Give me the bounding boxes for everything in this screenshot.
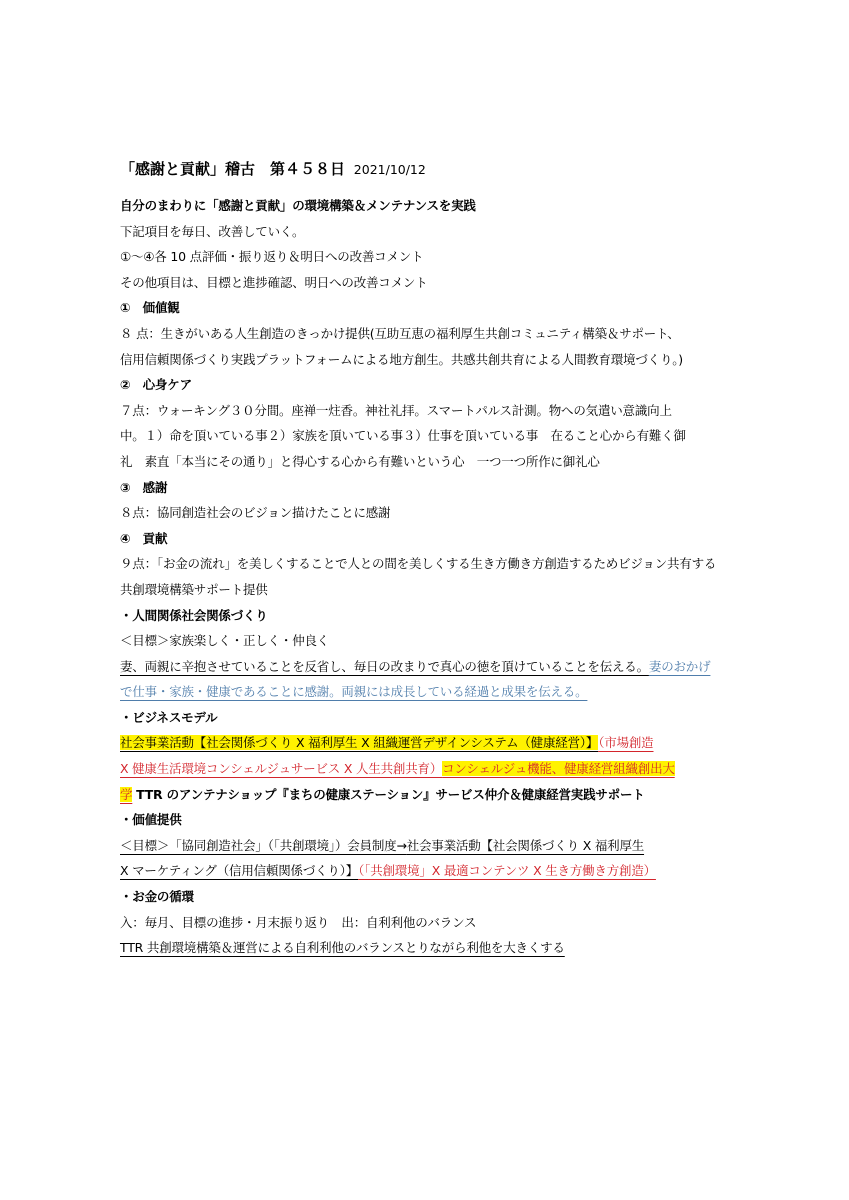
text-run: 礼 素直「本当にその通り」と得心する心から有難いという心 一つ一つ所作に御礼心 <box>120 453 600 469</box>
text-line <box>120 603 732 629</box>
document-lines <box>120 193 732 961</box>
text-line <box>120 730 732 756</box>
text-run: ・人間関係社会関係づくり <box>120 607 268 623</box>
document-body <box>120 158 732 961</box>
text-run: 妻、両親に辛抱させていることを反省し、毎日の改まりで真心の徳を頂けていることを伝える。 <box>120 658 649 674</box>
text-line <box>120 398 732 424</box>
text-run: ① 価値観 <box>120 300 180 316</box>
text-run: 共創環境構築サポート提供 <box>120 581 268 597</box>
text-line <box>120 449 732 475</box>
text-line <box>120 475 732 501</box>
text-run: 下記項目を毎日、改善していく。 <box>120 223 305 239</box>
text-run: ・価値提供 <box>120 812 182 828</box>
text-line <box>120 577 732 603</box>
text-run: ・お金の循環 <box>120 889 194 905</box>
text-run: ・ビジネスモデル <box>120 709 218 725</box>
text-line <box>120 551 732 577</box>
text-run: ８ 点：生きがいある人生創造のきっかけ提供(互助互恵の福利厚生共創コミュニティ構築＆サポート、 <box>120 325 680 341</box>
text-run: （市場創造 <box>598 735 654 751</box>
text-run: 中。１）命を頂いている事２）家族を頂いている事３）仕事を頂いている事 在ること心から有難く御 <box>120 428 686 444</box>
text-run: TTR 共創環境構築＆運営による自利利他のバランスとりながら利他を大きくする <box>120 940 565 956</box>
text-line <box>120 347 732 373</box>
text-line <box>120 654 732 680</box>
text-run: 信用信頼関係づくり実践プラットフォームによる地方創生。共感共創共育による人間教育環境づくり。) <box>120 351 683 367</box>
text-run: 社会事業活動【社会関係づくり X 福利厚生 <box>406 837 645 853</box>
text-run: コンシェルジュ機能、健康経営組織創出大 <box>442 761 675 777</box>
text-run: ② 心身ケア <box>120 377 192 393</box>
text-line <box>120 705 732 731</box>
text-run: X 健康生活環境コンシェルジュサービス X 人生共創共育） <box>120 761 443 777</box>
text-line <box>120 782 732 808</box>
text-run: 自分のまわりに「感謝と貢献」の環境構築＆メンテナンスを実践 <box>120 198 476 213</box>
text-line <box>120 858 732 884</box>
text-run: その他項目は、目標と進捗確認、明日への改善コメント <box>120 274 428 290</box>
text-run: ＜目標＞家族楽しく・正しく・仲良く <box>120 633 330 649</box>
document-title <box>120 158 732 179</box>
text-run: X マーケティング（信用信頼関係づくり）】 <box>120 863 359 879</box>
text-run: ７点：ウォーキング３０分間。座禅一炷香。神社礼拝。スマートパルス計測。物への気遣い意識向上 <box>120 402 672 418</box>
text-run: （「共創環境」X 最適コンテンツ X 生き方働き方創造） <box>358 863 656 879</box>
text-run: 社会事業活動【社会関係づくり X 福利厚生 X 組織運営デザインシステム（健康経営）】 <box>120 735 599 751</box>
text-run: ①～④各 10 点評価・振り返り＆明日への改善コメント <box>120 249 424 265</box>
text-line <box>120 910 732 936</box>
text-line <box>120 372 732 398</box>
text-run: ④ 貢献 <box>120 530 168 546</box>
text-run: 入：毎月、目標の進捗・月末振り返り 出：自利利他のバランス <box>120 914 477 930</box>
text-run: で仕事・家族・健康であることに感謝。両親には成長している経過と成果を伝える。 <box>120 684 588 700</box>
text-line <box>120 833 732 859</box>
text-line <box>120 500 732 526</box>
text-line <box>120 244 732 270</box>
text-line <box>120 270 732 296</box>
text-run: ８点：協同創造社会のビジョン描けたことに感謝 <box>120 505 391 521</box>
text-run: 妻のおかげ <box>648 658 711 674</box>
title-text: 「感謝と貢献」稽古 第４５８日 <box>120 160 346 178</box>
text-line <box>120 423 732 449</box>
text-run: ③ 感謝 <box>120 479 168 495</box>
text-line <box>120 295 732 321</box>
text-line <box>120 884 732 910</box>
title-date: 2021/10/12 <box>353 162 426 177</box>
text-line <box>120 628 732 654</box>
text-run: 学 <box>120 786 133 802</box>
text-line <box>120 935 732 961</box>
text-line <box>120 219 732 245</box>
text-line <box>120 756 732 782</box>
text-line <box>120 679 732 705</box>
text-line <box>120 807 732 833</box>
text-run: TTR のアンテナショップ『まちの健康ステーション』サービス仲介＆健康経営実践サポート <box>136 786 645 802</box>
text-line <box>120 193 732 219</box>
text-run: ＜目標＞「協同創造社会」（「共創環境」）会員制度→ <box>120 837 407 853</box>
text-line <box>120 321 732 347</box>
text-run: ９点：「お金の流れ」を美しくすることで人との間を美しくする生き方働き方創造するためビジョン共有する <box>120 556 717 572</box>
text-line <box>120 526 732 552</box>
